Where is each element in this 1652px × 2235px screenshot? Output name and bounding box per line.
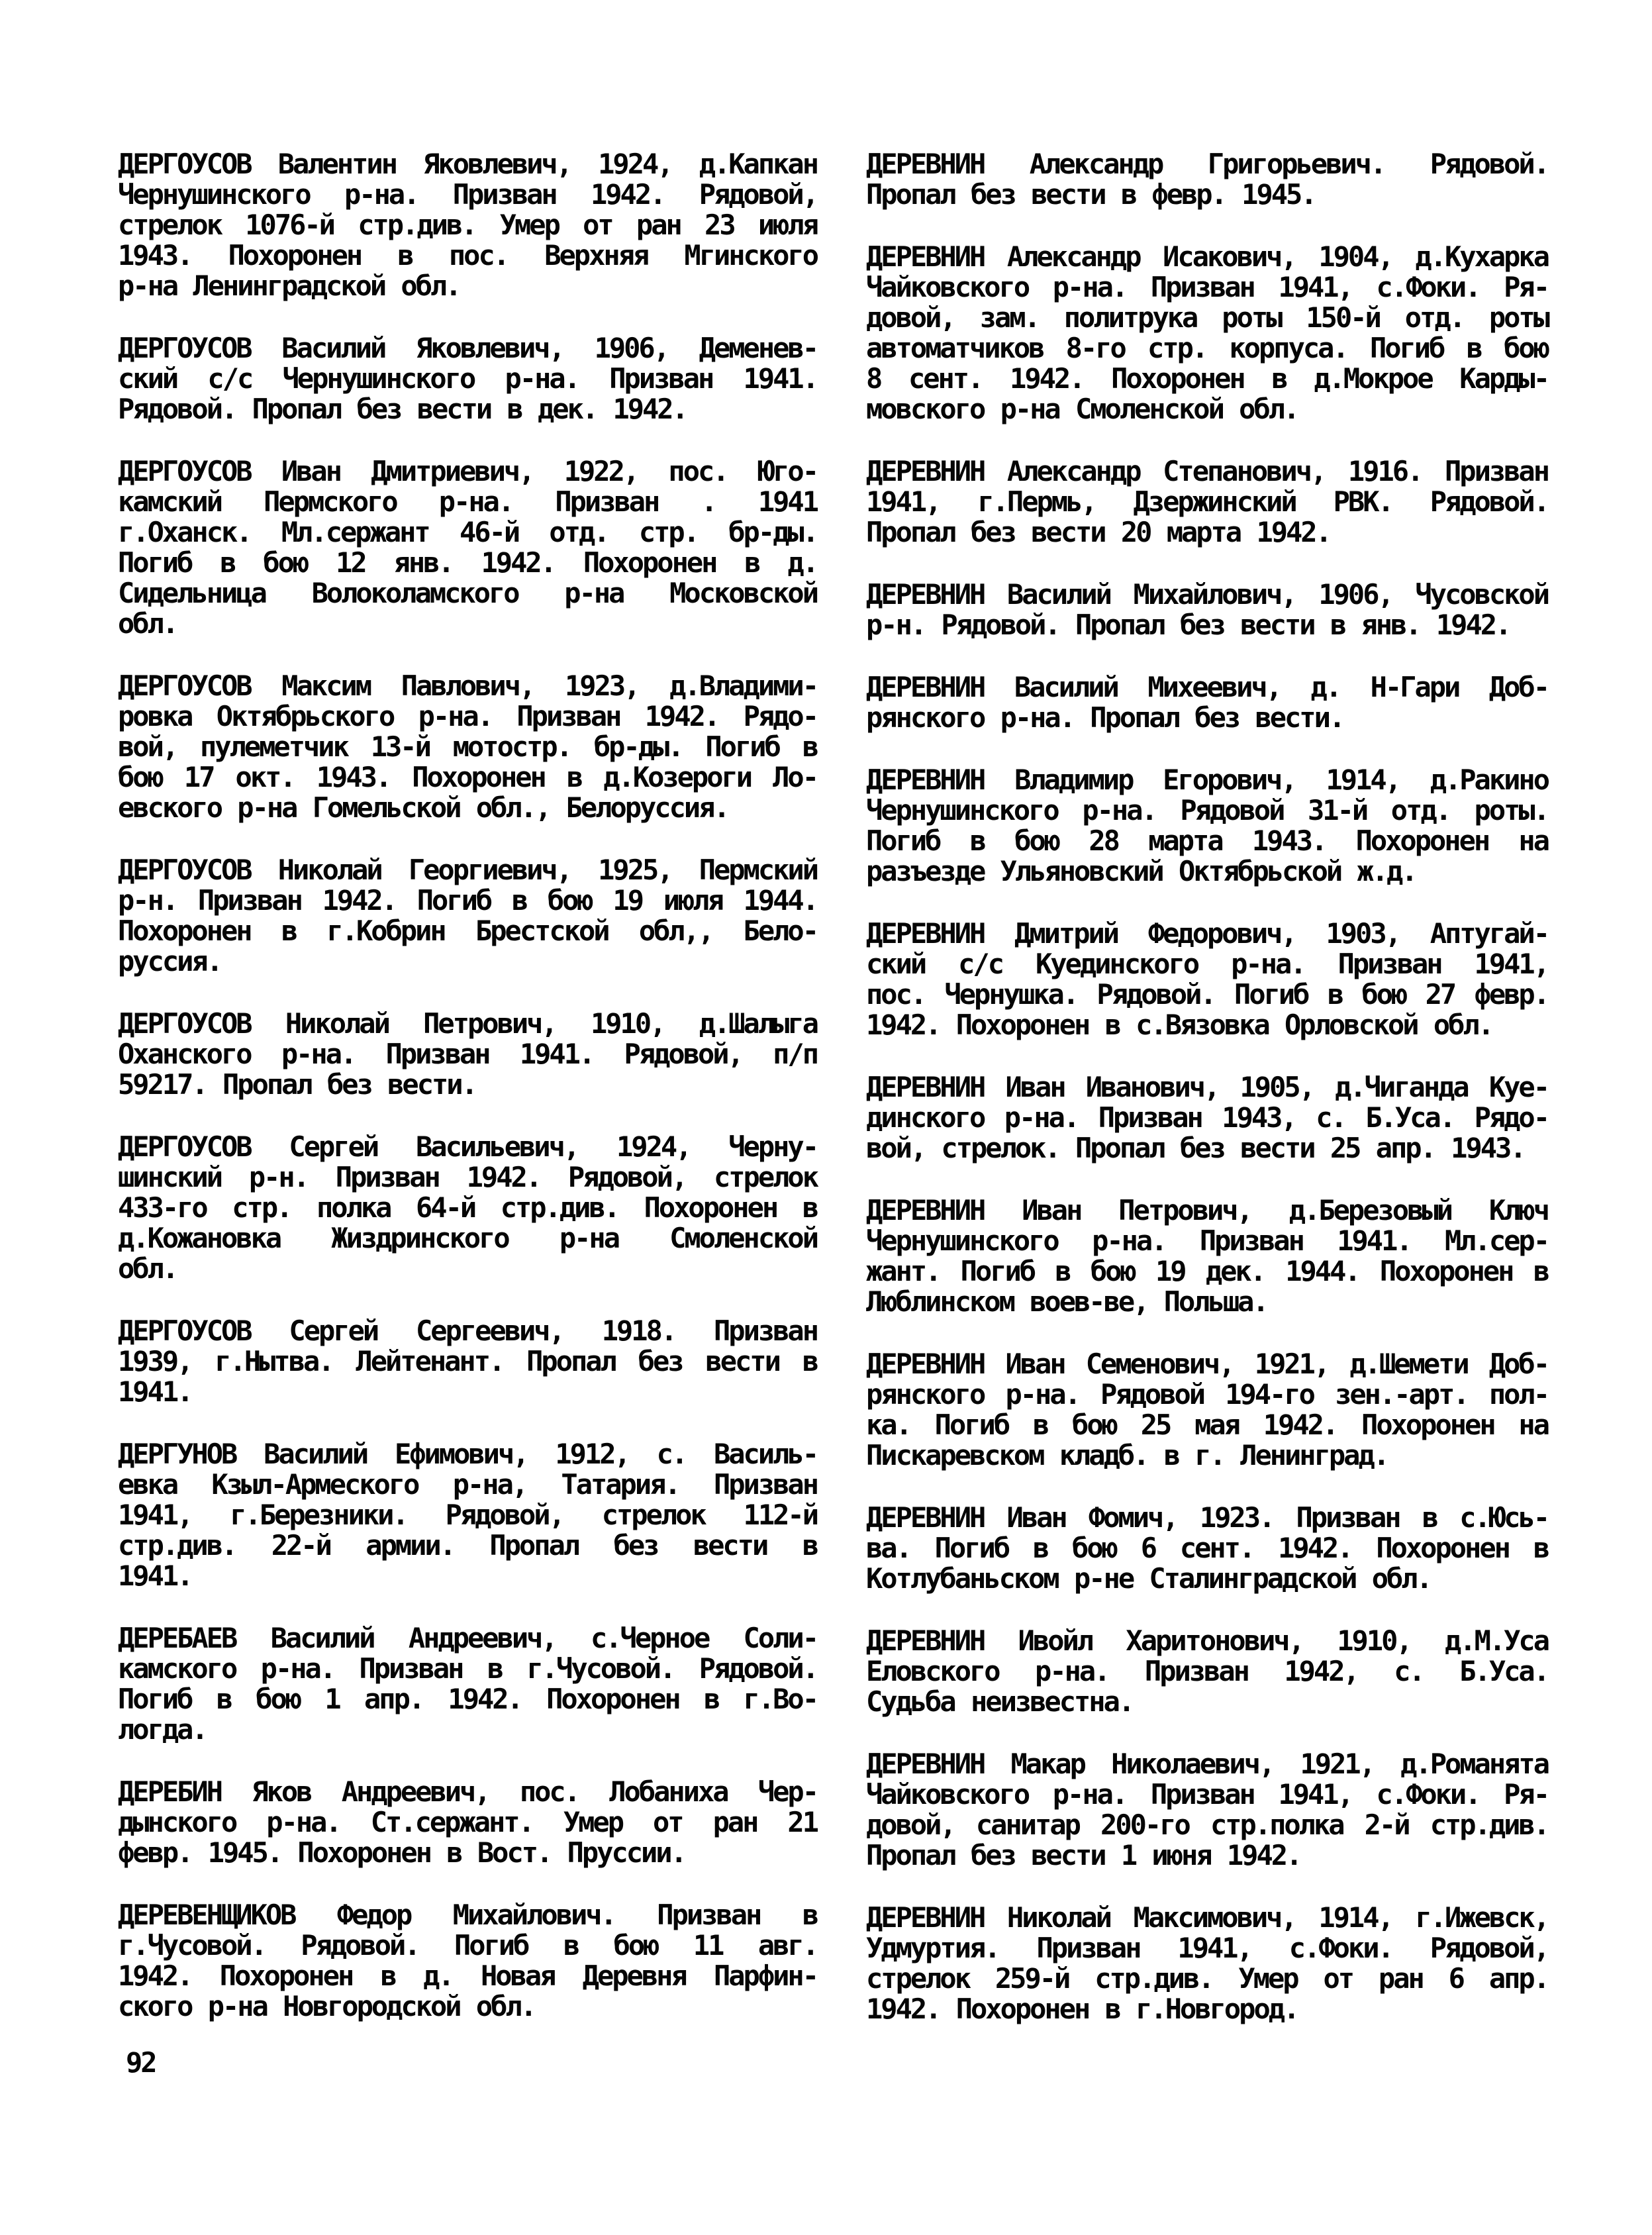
entry-line: ДЕРЕВНИН Александр Степанович, 1916. Призван	[866, 455, 1548, 487]
entry-line: Рядовой. Пропал без вести в дек. 1942.	[118, 393, 687, 425]
memorial-entry	[866, 1626, 1548, 1717]
entry-line: рянского р-на. Рядовой 194-го зен.-арт. пол-	[866, 1378, 1548, 1411]
entry-line: ДЕРЕВНИН Макар Николаевич, 1921, д.Романята	[866, 1748, 1548, 1780]
entry-line: автоматчиков 8-го стр. корпуса. Погиб в бою	[866, 332, 1548, 364]
entry-line: ский с/с Куединского р-на. Призван 1941,	[866, 948, 1548, 980]
entry-line: ДЕРГОУСОВ Сергей Сергеевич, 1918. Призван	[118, 1315, 817, 1347]
entry-line: д.Кожановка Жиздринского р-на Смоленской	[118, 1222, 817, 1254]
memorial-entry	[866, 149, 1548, 210]
entry-line: камский Пермского р-на. Призван . 1941	[118, 485, 817, 518]
entry-line: ДЕРГОУСОВ Василий Яковлевич, 1906, Деменев-	[118, 332, 817, 364]
entry-line: р-н. Рядовой. Пропал без вести в янв. 1942.	[866, 609, 1510, 641]
entry-line: Погиб в бою 1 апр. 1942. Похоронен в г.Во-	[118, 1683, 817, 1715]
entry-line: 1939, г.Нытва. Лейтенант. Пропал без вести в	[118, 1345, 817, 1377]
memorial-entry	[118, 1009, 817, 1100]
memorial-entry	[118, 855, 817, 977]
entry-line: дынского р-на. Ст.сержант. Умер от ран 21	[118, 1806, 817, 1838]
entry-line: стрелок 259-й стр.див. Умер от ран 6 апр.	[866, 1962, 1548, 1995]
entry-line: 433-го стр. полка 64-й стр.див. Похоронен в	[118, 1191, 817, 1224]
entry-line: обл.	[118, 1252, 177, 1285]
memorial-entry	[118, 149, 817, 301]
entry-line: бою 17 окт. 1943. Похоронен в д.Козероги Ло-	[118, 761, 817, 793]
entry-line: ва. Погиб в бою 6 сент. 1942. Похоронен в	[866, 1532, 1548, 1564]
entry-line: 1942. Похоронен в с.Вязовка Орловской обл.	[866, 1009, 1493, 1041]
entry-line: довой, санитар 200-го стр.полка 2-й стр.див.	[866, 1809, 1548, 1841]
entry-line: ДЕРЕВЕНЩИКОВ Федор Михайлович. Призван в	[118, 1899, 817, 1931]
entry-line: г.Оханск. Мл.сержант 46-й отд. стр. бр-ды.	[118, 516, 817, 548]
entry-line: стрелок 1076-й стр.див. Умер от ран 23 июля	[118, 209, 817, 241]
entry-line: Пропал без вести 1 июня 1942.	[866, 1839, 1301, 1871]
entry-line: ский с/с Чернушинского р-на. Призван 1941.	[118, 362, 817, 395]
memorial-entry	[866, 1503, 1548, 1594]
memorial-entry	[866, 242, 1548, 424]
entry-line: Чайковского р-на. Призван 1941, с.Фоки. Ря-	[866, 271, 1548, 303]
entry-line: Чайковского р-на. Призван 1941, с.Фоки. Ря-	[866, 1778, 1548, 1811]
memorial-entry	[866, 672, 1548, 733]
entry-line: 1941.	[118, 1375, 192, 1408]
entry-line: Пропал без вести в февр. 1945.	[866, 178, 1316, 211]
entry-line: Удмуртия. Призван 1941, с.Фоки. Рядовой,	[866, 1932, 1548, 1964]
entry-line: ДЕРЕВНИН Иван Иванович, 1905, д.Чиганда Куе-	[866, 1071, 1548, 1103]
entry-line: вой, стрелок. Пропал без вести 25 апр. 1943.	[866, 1132, 1525, 1164]
entry-line: обл.	[118, 607, 177, 640]
entry-line: стр.див. 22-й армии. Пропал без вести в	[118, 1529, 817, 1562]
memorial-entry	[866, 579, 1548, 640]
column-right	[866, 149, 1548, 2056]
entry-line: жант. Погиб в бою 19 дек. 1944. Похоронен в	[866, 1255, 1548, 1287]
entry-line: Чернушинского р-на. Рядовой 31-й отд. роты.	[866, 794, 1548, 826]
entry-line: 1941.	[118, 1560, 192, 1592]
entry-line: ского р-на Новгородской обл.	[118, 1990, 536, 2022]
entry-line: Чернушинского р-на. Призван 1942. Рядовой,	[118, 178, 817, 211]
entry-line: ДЕРЕВНИН Николай Максимович, 1914, г.Ижевск,	[866, 1901, 1548, 1934]
entry-line: ДЕРГУНОВ Василий Ефимович, 1912, с. Василь-	[118, 1438, 817, 1470]
entry-line: Пискаревском кладб. в г. Ленинград.	[866, 1439, 1388, 1471]
entry-line: ДЕРГОУСОВ Максим Павлович, 1923, д.Владими-	[118, 670, 817, 702]
memorial-entry	[866, 1195, 1548, 1317]
entry-line: 1942. Похоронен в д. Новая Деревня Парфин-	[118, 1960, 817, 1992]
entry-line: ДЕРЕВНИН Ивойл Харитонович, 1910, д.М.Уса	[866, 1624, 1548, 1657]
entry-line: ДЕРЕВНИН Владимир Егорович, 1914, д.Ракино	[866, 764, 1548, 796]
memorial-entry	[118, 1439, 817, 1591]
entry-line: ДЕРЕВНИН Иван Петрович, д.Березовый Ключ	[866, 1194, 1548, 1226]
entry-line: пос. Чернушка. Рядовой. Погиб в бою 27 февр.	[866, 978, 1548, 1011]
entry-line: Погиб в бою 28 марта 1943. Похоронен на	[866, 824, 1548, 857]
entry-line: ДЕРГОУСОВ Сергей Васильевич, 1924, Черну-	[118, 1130, 817, 1163]
memorial-entry	[118, 456, 817, 639]
entry-line: ровка Октябрьского р-на. Призван 1942. Рядо-	[118, 700, 817, 732]
entry-line: разъезде Ульяновский Октябрьской ж.д.	[866, 855, 1416, 887]
entry-line: динского р-на. Призван 1943, с. Б.Уса. Рядо-	[866, 1101, 1548, 1134]
entry-line: ДЕРГОУСОВ Иван Дмитриевич, 1922, пос. Юго-	[118, 455, 817, 487]
entry-line: вой, пулеметчик 13-й мотостр. бр-ды. Погиб в	[118, 730, 817, 763]
memorial-entry	[866, 1749, 1548, 1871]
entry-line: 1943. Похоронен в пос. Верхняя Мгинского	[118, 239, 817, 272]
entry-line: мовского р-на Смоленской обл.	[866, 393, 1298, 425]
entry-line: шинский р-н. Призван 1942. Рядовой, стрелок	[118, 1161, 817, 1193]
entry-line: руссия.	[118, 945, 222, 977]
entry-line: ДЕРЕВНИН Иван Семенович, 1921, д.Шемети Доб-	[866, 1348, 1548, 1380]
entry-line: логда.	[118, 1713, 207, 1746]
entry-line: ДЕРЕВНИН Дмитрий Федорович, 1903, Аптугай-	[866, 917, 1548, 950]
memorial-entry	[118, 1623, 817, 1745]
entry-line: Оханского р-на. Призван 1941. Рядовой, п/п	[118, 1038, 817, 1070]
entry-line: ДЕРГОУСОВ Николай Петрович, 1910, д.Шалыга	[118, 1007, 817, 1040]
memorial-entry	[118, 1900, 817, 2022]
entry-line: февр. 1945. Похоронен в Вост. Пруссии.	[118, 1836, 685, 1869]
memorial-entry	[866, 765, 1548, 887]
entry-line: ДЕРЕВНИН Александр Исакович, 1904, д.Кухарка	[866, 240, 1548, 273]
entry-line: ДЕРЕВНИН Александр Григорьевич. Рядовой.	[866, 148, 1548, 180]
entry-line: ДЕРГОУСОВ Валентин Яковлевич, 1924, д.Капкан	[118, 148, 817, 180]
entry-line: евка Кзыл-Армеского р-на, Татария. Призван	[118, 1468, 817, 1501]
entry-line: ДЕРЕВНИН Василий Михеевич, д. Н-Гари Доб-	[866, 671, 1548, 703]
memorial-entry	[118, 1316, 817, 1407]
entry-line: камского р-на. Призван в г.Чусовой. Рядовой.	[118, 1652, 817, 1685]
entry-line: г.Чусовой. Рядовой. Погиб в бою 11 авг.	[118, 1929, 817, 1962]
entry-line: ДЕРЕВНИН Иван Фомич, 1923. Призван в с.Юсь-	[866, 1501, 1548, 1534]
column-left	[118, 149, 817, 2054]
entry-line: Люблинском воев-ве, Польша.	[866, 1285, 1267, 1318]
memorial-entry	[118, 671, 817, 823]
entry-line: ка. Погиб в бою 25 мая 1942. Похоронен на	[866, 1409, 1548, 1441]
entry-line: ДЕРЕБИН Яков Андреевич, пос. Лобаниха Чер-	[118, 1775, 817, 1808]
entry-line: 8 сент. 1942. Похоронен в д.Мокрое Карды-	[866, 362, 1548, 395]
entry-line: 59217. Пропал без вести.	[118, 1068, 476, 1101]
entry-line: Котлубаньском р-не Сталинградской обл.	[866, 1562, 1431, 1595]
memorial-entry	[118, 1777, 817, 1868]
memorial-entry	[866, 1349, 1548, 1471]
memorial-entry	[118, 333, 817, 424]
entry-line: ДЕРЕВНИН Василий Михайлович, 1906, Чусовской	[866, 578, 1548, 611]
entry-line: ДЕРЕБАЕВ Василий Андреевич, с.Черное Соли-	[118, 1622, 817, 1654]
entry-line: Чернушинского р-на. Призван 1941. Мл.сер-	[866, 1224, 1548, 1257]
entry-line: р-на Ленинградской обл.	[118, 270, 460, 302]
entry-line: Еловского р-на. Призван 1942, с. Б.Уса.	[866, 1655, 1548, 1687]
entry-line: 1941, г.Березники. Рядовой, стрелок 112-й	[118, 1499, 817, 1531]
memorial-entry	[866, 919, 1548, 1040]
entry-line: Сидельница Волоколамского р-на Московской	[118, 577, 817, 609]
entry-line: р-н. Призван 1942. Погиб в бою 19 июля 1944.	[118, 884, 817, 917]
memorial-entry	[866, 1072, 1548, 1164]
entry-line: 1941, г.Пермь, Дзержинский РВК. Рядовой.	[866, 485, 1548, 518]
memorial-entry	[866, 1903, 1548, 2024]
memorial-entry	[866, 456, 1548, 548]
entry-line: Пропал без вести 20 марта 1942.	[866, 516, 1330, 548]
entry-line: Судьба неизвестна.	[866, 1685, 1134, 1718]
memorial-entry	[118, 1132, 817, 1284]
entry-line: ДЕРГОУСОВ Николай Георгиевич, 1925, Пермский	[118, 854, 817, 886]
entry-line: Похоронен в г.Кобрин Брестской обл,, Бело-	[118, 915, 817, 947]
page-number: 92	[126, 2046, 156, 2079]
entry-line: Погиб в бою 12 янв. 1942. Похоронен в д.	[118, 546, 817, 579]
entry-line: 1942. Похоронен в г.Новгород.	[866, 1993, 1298, 2025]
entry-line: евского р-на Гомельской обл., Белоруссия.	[118, 791, 728, 824]
entry-line: рянского р-на. Пропал без вести.	[866, 701, 1344, 734]
entry-line: довой, зам. политрука роты 150-й отд. роты	[866, 301, 1548, 334]
